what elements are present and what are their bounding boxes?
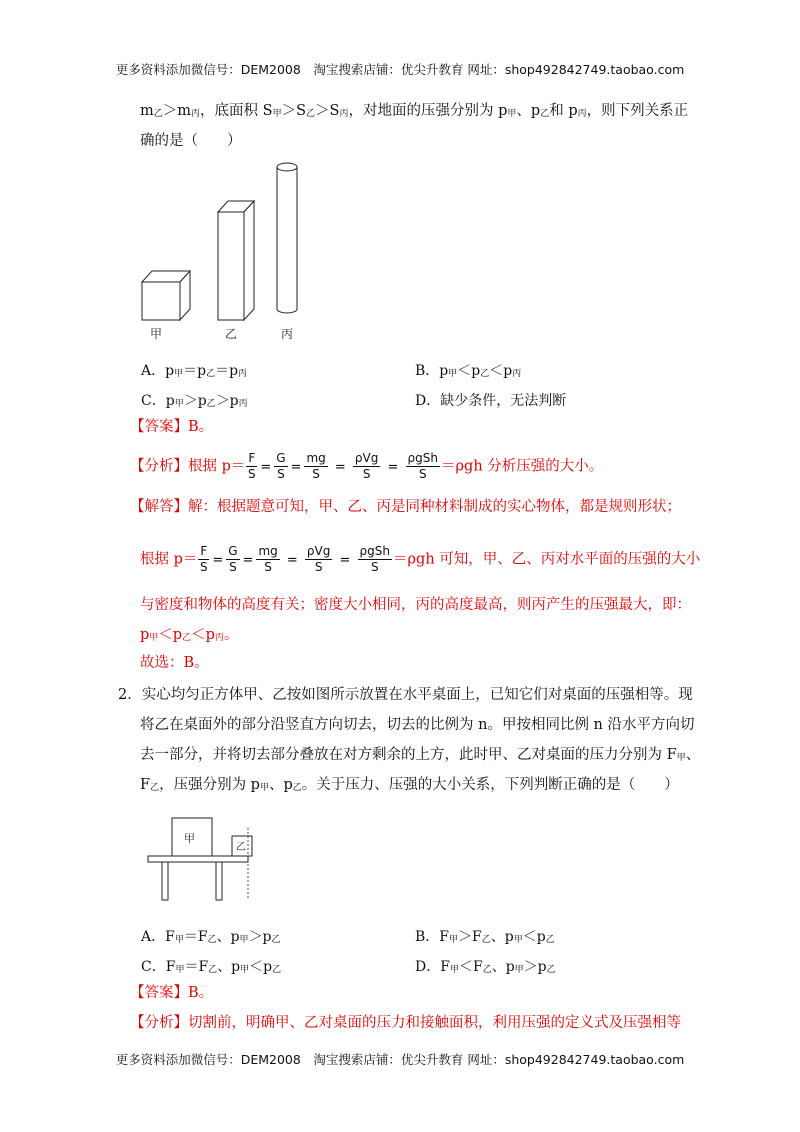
q2-option-a[interactable]: A．$F_甲=F_乙$、$p_甲>p_乙$ (141, 929, 281, 945)
q1-solution-line2: 根据 p＝ $\frac{F}{S}$ = $\frac{G}{S}$ = $\frac{mg}{S}$ = $\frac{\text{ρVg}}{S}$ = $\frac{\text{ρgSh}}{S}$ ＝ρgh 可知，甲、乙、丙对水平面的压强的大小 (140, 544, 701, 575)
q2-option-b[interactable]: B．$F_甲>F_乙$、$p_甲<p_乙$ (415, 929, 555, 945)
q2-stem-line2: 将乙在桌面外的部分沿竖直方向切去，切去的比例为 n。甲按相同比例 n 沿水平方向切 (140, 717, 695, 733)
q1-option-c[interactable]: C．$p_甲>p_乙>p_丙$ (141, 393, 248, 409)
label-yi: 乙 (225, 327, 238, 341)
label-bing: 丙 (281, 327, 294, 341)
label-jia: 甲 (150, 327, 163, 341)
q1-option-b[interactable]: B．$p_甲<p_乙<p_丙$ (415, 363, 522, 379)
q1-figure (130, 155, 330, 345)
frac-f-s: $\frac{F}{S}$ (248, 451, 256, 482)
frac-rgsh-s: $\frac{\text{ρgSh}}{S}$ (407, 451, 439, 482)
frac-mg-s: $\frac{mg}{S}$ (306, 451, 326, 482)
table-leg-right (216, 862, 222, 900)
table-top (148, 856, 248, 862)
frac-g-s: $\frac{G}{S}$ (276, 451, 286, 482)
q1-option-d[interactable]: D．缺少条件，无法判断 (415, 393, 567, 409)
q1-analysis: 【分析】根据 p＝ $\frac{F}{S}$ = $\frac{G}{S}$ = $\frac{mg}{S}$ = $\frac{\text{ρVg}}{S}$ = $\frac{\text{ρgSh}}{S}$ ＝ρgh 分析压强的大小。 (130, 451, 604, 482)
label-jia: 甲 (184, 832, 195, 845)
q2-analysis: 【分析】切割前，明确甲、乙对桌面的压力和接触面积，利用压强的定义式及压强相等 (130, 1015, 681, 1031)
q2-figure (140, 812, 260, 907)
q1-answer: 【答案】B。 (130, 419, 214, 435)
q1-solution-line4: $p_甲<p_乙<p_丙$。 (140, 627, 239, 643)
q1-stem-line2: 确的是（ ） (140, 133, 242, 149)
q1-solution-line1: 【解答】解：根据题意可知，甲、乙、丙是同种材料制成的实心物体，都是规则形状； (130, 499, 681, 515)
q1-option-a[interactable]: A．$p_甲=p_乙=p_丙$ (141, 363, 248, 379)
label-yi: 乙 (236, 842, 246, 853)
q2-stem-line4: $F_乙$，压强分别为 $p_甲$、$p_乙$。关于压力、压强的大小关系，下列判断正确的是（ ） (140, 777, 679, 793)
q2-answer: 【答案】B。 (130, 985, 214, 1001)
q2-stem-line1: 2．实心均匀正方体甲、乙按如图所示放置在水平桌面上，已知它们对桌面的压强相等。现 (118, 687, 693, 703)
prism-yi (218, 201, 254, 320)
q1-stem-line1: $m_乙>m_丙$，底面积 $S_甲>S_乙>S_丙$，对地面的压强分别为 $p_甲$、$p_乙$和 $p_丙$，则下列关系正 (140, 103, 689, 119)
cylinder-bing (277, 163, 297, 313)
q1-solution-line3: 与密度和物体的高度有关；密度大小相同，丙的高度最高，则丙产生的压强最大，即： (140, 597, 691, 613)
q2-stem-line3: 去一部分，并将切去部分叠放在对方剩余的上方，此时甲、乙对桌面的压力分别为 $F_甲$、 (140, 747, 701, 763)
q2-option-c[interactable]: C．$F_甲=F_乙$、$p_甲<p_乙$ (141, 959, 282, 975)
frac-rvg-s: $\frac{\text{ρVg}}{S}$ (354, 451, 379, 482)
cube-jia (142, 271, 190, 320)
q1-choice: 故选：B。 (140, 655, 209, 671)
page-header: 更多资料添加微信号：DEM2008 淘宝搜索店铺：优尖升教育 网址：shop492842749.taobao.com (115, 62, 685, 77)
page-footer: 更多资料添加微信号：DEM2008 淘宝搜索店铺：优尖升教育 网址：shop492842749.taobao.com (115, 1052, 685, 1067)
table-leg-left (162, 862, 168, 900)
q2-option-d[interactable]: D．$F_甲<F_乙$、$p_甲>p_乙$ (415, 959, 556, 975)
